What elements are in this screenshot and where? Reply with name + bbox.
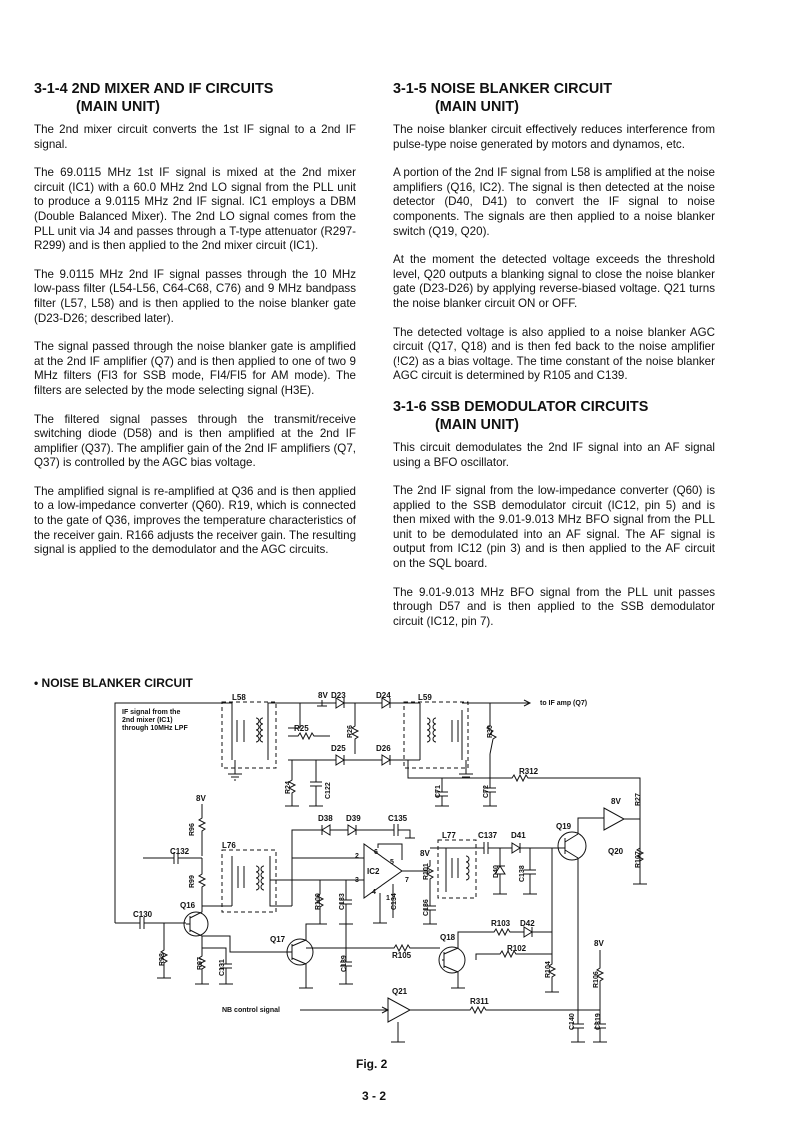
paragraph: The 9.01-9.013 MHz BFO signal from the PLL unit passes through D57 and is then applied to the SSB demodulator circuit (IC12, pin 7).	[393, 585, 715, 628]
d40-label: D40	[493, 865, 500, 878]
ic2-pin-label: 1	[386, 895, 390, 902]
input-note-line: through 10MHz LPF	[122, 725, 188, 732]
figure-label: • NOISE BLANKER CIRCUIT	[34, 676, 193, 690]
ic2-label: IC2	[367, 867, 380, 876]
paragraph: The amplified signal is re-amplified at Q36 and is then applied to a low-impedance converter (Q60). R19, which is connected to the gate of Q36, improves the temperature characteristics of the receiver gain. R166 adjusts the receiver gain. The resulting signal is applied to the demodulator and the AGC circuits.	[34, 484, 357, 557]
page-number: 3 - 2	[362, 1089, 387, 1103]
c319-label: C319	[595, 1013, 602, 1030]
c139-label: C139	[341, 955, 348, 972]
ic2-pin-label: 6	[374, 849, 378, 856]
c131-label: C131	[219, 959, 226, 976]
supply-8v: 8V	[594, 939, 604, 948]
c122-label: C122	[325, 782, 332, 799]
paragraph: The 2nd IF signal from the low-impedance converter (Q60) is applied to the SSB demodulator circuit (IC12, pin 5) and is then mixed with the 9.01-9.013 MHz BFO signal from the PLL unit to be demodulated into an AF signal. The AF signal is output from IC12 (pin 3) and is then applied to the AF circuit on the SQL board.	[393, 484, 715, 571]
paragraph: The signal passed through the noise blanker gate is amplified at the 2nd IF amplifier (Q7) and is then applied to one of two 9 MHz filters (FI3 for SSB mode, FI4/FI5 for AM mode). The filters are selected by the mode selecting signal (H3E).	[34, 340, 356, 397]
figure-caption: Fig. 2	[356, 1057, 388, 1071]
q21-label: Q21	[392, 987, 408, 996]
paragraph: The 2nd mixer circuit converts the 1st IF signal to a 2nd IF signal.	[34, 123, 356, 151]
q20-label: Q20	[608, 847, 624, 856]
r105-label: R105	[392, 951, 412, 960]
supply-8v: 8V	[196, 794, 206, 803]
d23-label: D23	[331, 691, 346, 700]
d39-label: D39	[346, 814, 361, 823]
section-heading-noise-blanker: 3-1-5 NOISE BLANKER CIRCUIT (MAIN UNIT)	[393, 81, 613, 115]
r98-label: R98	[159, 953, 166, 966]
c130-label: C130	[133, 910, 153, 919]
c137-label: C137	[478, 831, 498, 840]
l58-label: L58	[232, 693, 246, 702]
ic2-pin-label: 2	[355, 853, 359, 860]
right-column	[393, 80, 715, 643]
paragraph: The 69.0115 MHz 1st IF signal is mixed at the 2nd mixer circuit (IC1) with a 60.0 MHz 2nd LO signal from the PLL unit to produce a 9.0115 MHz 2nd IF signal. IC1 employs a DBM (Double Balanced Mixer). The 2nd LO signal comes from the PLL unit via J4 and passes through a T-type attenuator (R297-R299) and is then applied to the 2nd mixer circuit (IC1).	[34, 166, 356, 253]
c132-label: C132	[170, 847, 190, 856]
q19-label: Q19	[556, 822, 572, 831]
d25-label: D25	[331, 744, 346, 753]
r25-label: R25	[294, 724, 309, 733]
r107-label: R107	[635, 851, 642, 868]
c134-label: C134	[391, 893, 398, 910]
l77-label: L77	[442, 831, 456, 840]
nb-control-label: NB control signal	[222, 1007, 280, 1014]
r104-label: R104	[545, 961, 552, 978]
r99-label: R99	[189, 875, 196, 888]
paragraph: This circuit demodulates the 2nd IF signal into an AF signal using a BFO oscillator.	[393, 440, 715, 469]
paragraph: At the moment the detected voltage exceeds the threshold level, Q20 outputs a blanking signal to close the noise blanker gate (D23-D26) by applying reverse-biased voltage. Q21 turns the noise blanker circuit ON or OFF.	[393, 253, 715, 310]
r101-label: R101	[423, 863, 430, 880]
q18-label: Q18	[440, 933, 456, 942]
c135-label: C135	[388, 814, 408, 823]
r100-label: R100	[315, 893, 322, 910]
paragraph: The detected voltage is also applied to a noise blanker AGC circuit (Q17, Q18) and is then fed back to the noise amplifier (!C2) as a bias voltage. The time constant of the noise blanker AGC circuit is determined by R105 and C139.	[393, 325, 715, 383]
input-note-line: IF signal from the	[122, 709, 181, 716]
r26-label: R26	[347, 725, 354, 738]
paragraph: The 9.0115 MHz 2nd IF signal passes through the 10 MHz low-pass filter (L54-L56, C64-C68, C76) and 9 MHz bandpass filter (L57, L58) and is then applied to the noise blanker gate (D23-D26; described later).	[34, 267, 356, 325]
r106-label: R106	[593, 971, 600, 988]
r103-label: R103	[491, 919, 511, 928]
d38-label: D38	[318, 814, 333, 823]
noise-blanker-schematic	[0, 688, 794, 1056]
paragraph: A portion of the 2nd IF signal from L58 is amplified at the noise amplifiers (Q16, IC2). The signal is then detected at the noise detector (D40, D41) to convert the IF signal to noise components. The signals are then applied to a noise blanker switch (Q19, Q20).	[393, 166, 715, 238]
r30-label: R30	[487, 725, 494, 738]
input-note-line: 2nd mixer (IC1)	[122, 717, 173, 724]
l59-label: L59	[418, 693, 432, 702]
c138-label: C138	[519, 865, 526, 882]
l76-label: L76	[222, 841, 236, 850]
c136-label: C136	[423, 899, 430, 916]
r24-label: R24	[285, 781, 292, 794]
ic2-pin-label: 4	[372, 889, 376, 896]
c71-label: C71	[435, 785, 442, 798]
supply-8v: 8V	[420, 849, 430, 858]
q16-label: Q16	[180, 901, 196, 910]
c140-label: C140	[569, 1013, 576, 1030]
paragraph: The noise blanker circuit effectively reduces interference from pulse-type noise generated by motors and dynamos, etc.	[393, 123, 715, 151]
r312-label: R312	[519, 767, 539, 776]
supply-8v: 8V	[611, 797, 621, 806]
r96-label: R96	[189, 823, 196, 836]
d42-label: D42	[520, 919, 535, 928]
r97-label: R97	[197, 957, 204, 970]
c72-label: C72	[483, 785, 490, 798]
d41-label: D41	[511, 831, 526, 840]
left-column	[34, 80, 356, 572]
ic2-pin-label: 5	[390, 859, 394, 866]
section-heading-ssb-demodulator: 3-1-6 SSB DEMODULATOR CIRCUITS (MAIN UNIT)	[393, 398, 649, 433]
ic2-pin-label: 7	[405, 877, 409, 884]
ic2-pin-label: 3	[355, 877, 359, 884]
output-note: to IF amp (Q7)	[540, 700, 588, 707]
paragraph: The filtered signal passes through the transmit/receive switching diode (D58) and is then amplified at the 2nd IF amplifier (Q37). The amplifier gain of the 2nd IF amplifiers (Q7, Q37) is controlled by the AGC bias voltage.	[34, 412, 356, 470]
r311-label: R311	[470, 997, 489, 1006]
d24-label: D24	[376, 691, 391, 700]
section-heading-2nd-mixer: 3-1-4 2ND MIXER AND IF CIRCUITS (MAIN UNIT)	[34, 81, 274, 115]
supply-8v: 8V	[318, 691, 328, 700]
c133-label: C133	[339, 893, 346, 910]
q17-label: Q17	[270, 935, 286, 944]
r27-label: R27	[635, 793, 642, 806]
d26-label: D26	[376, 744, 391, 753]
r102-label: R102	[507, 944, 527, 953]
